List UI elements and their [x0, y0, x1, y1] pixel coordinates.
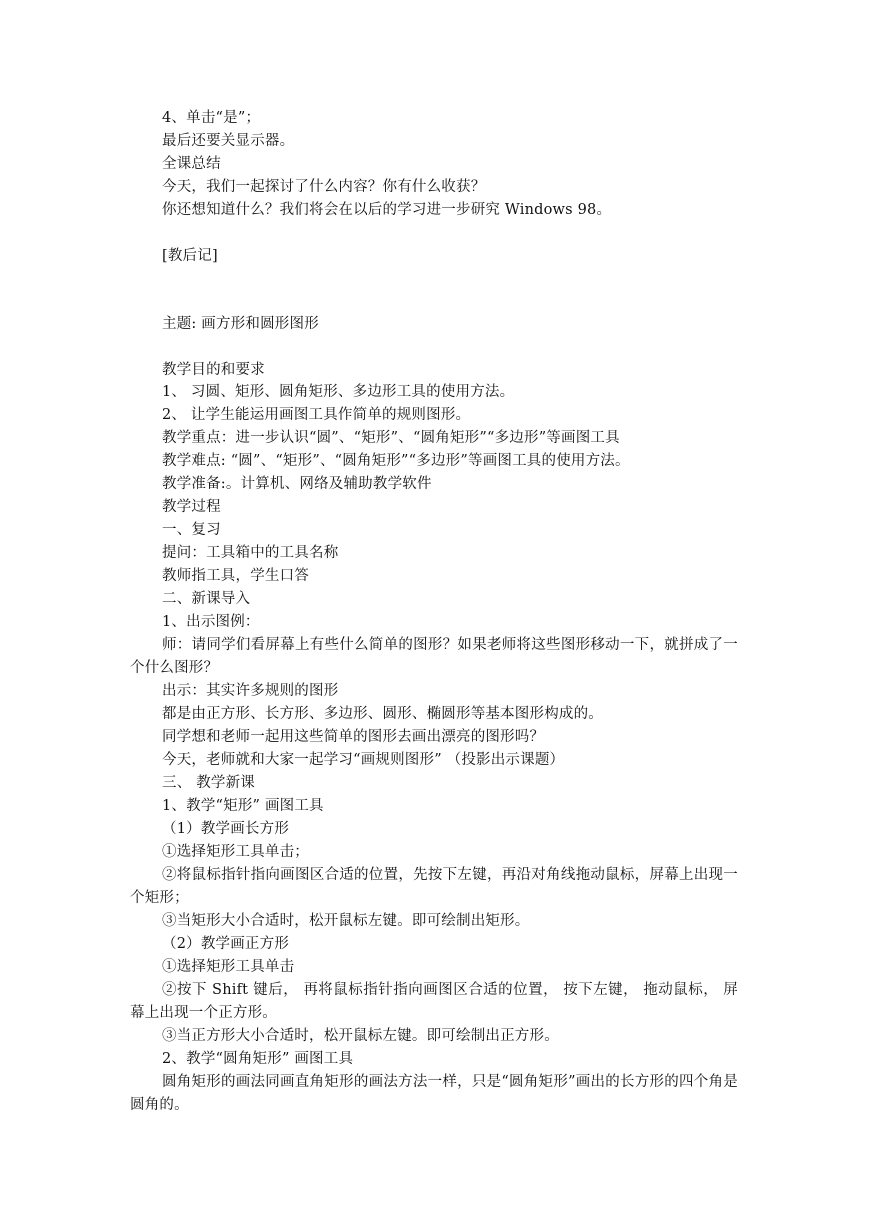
heading: 二、新课导入: [162, 591, 251, 607]
heading: 1、教学“矩形” 画图工具: [162, 798, 324, 814]
paragraph: 你还想知道什么？我们将会在以后的学习进一步研究 Windows 98。: [162, 202, 612, 218]
heading: 教学目的和要求: [162, 362, 265, 378]
subheading: （1）教学画长方形: [162, 821, 290, 837]
paragraph: 最后还要关显示器。: [162, 133, 295, 149]
paragraph: 圆角矩形的画法同画直角矩形的画法方法一样，只是“圆角矩形”画出的长方形的四个角是圆角的。: [130, 1074, 738, 1113]
paragraph: 同学想和老师一起用这些简单的图形去画出漂亮的图形吗？: [162, 729, 545, 745]
paragraph: 今天，老师就和大家一起学习“画规则图形” （投影出示课题）: [162, 752, 565, 768]
step-item: ②将鼠标指针指向画图区合适的位置，先按下左键，再沿对角线拖动鼠标，屏幕上出现一个矩形；: [130, 867, 738, 906]
list-item: 2、 让学生能运用画图工具作简单的规则图形。: [162, 407, 471, 423]
paragraph: 出示：其实许多规则的图形: [162, 683, 339, 699]
list-item: 1、 习圆、矩形、圆角矩形、多边形工具的使用方法。: [162, 384, 515, 400]
heading: 教学过程: [162, 499, 221, 515]
heading: 2、教学“圆角矩形” 画图工具: [162, 1051, 354, 1067]
heading: 一、复习: [162, 522, 221, 538]
paragraph: 师：请同学们看屏幕上有些什么简单的图形？如果老师将这些图形移动一下，就拼成了一个什么图形？: [130, 637, 738, 676]
heading: 三、 教学新课: [162, 775, 256, 791]
paragraph: 4、单击“是”；: [162, 110, 261, 126]
paragraph: 今天，我们一起探讨了什么内容？你有什么收获？: [162, 179, 486, 195]
paragraph: 教学重点：进一步认识“圆”、“矩形”、“圆角矩形”“多边形”等画图工具: [162, 430, 620, 446]
paragraph: 提问：工具箱中的工具名称: [162, 545, 339, 561]
paragraph: 教学准备:。计算机、网络及辅助教学软件: [162, 476, 432, 492]
paragraph: 1、出示图例：: [162, 614, 260, 630]
step-item: ①选择矩形工具单击；: [162, 844, 309, 860]
section-note: [教后记]: [162, 248, 218, 264]
step-item: ③当矩形大小合适时，松开鼠标左键。即可绘制出矩形。: [162, 913, 530, 929]
paragraph: 教师指工具，学生口答: [162, 568, 309, 584]
step-item: ①选择矩形工具单击: [162, 959, 295, 975]
subheading: （2）教学画正方形: [162, 936, 290, 952]
step-item: ③当正方形大小合适时，松开鼠标左键。即可绘制出正方形。: [162, 1028, 559, 1044]
lesson-topic: 主题: 画方形和圆形图形: [162, 316, 319, 332]
step-item: ②按下 Shift 键后， 再将鼠标指针指向画图区合适的位置， 按下左键， 拖动鼠标， 屏幕上出现一个正方形。: [130, 982, 738, 1021]
paragraph: 教学难点: “圆”、“矩形”、“圆角矩形”“多边形”等画图工具的使用方法。: [162, 453, 630, 469]
paragraph: 都是由正方形、长方形、多边形、圆形、椭圆形等基本图形构成的。: [162, 706, 603, 722]
paragraph: 全课总结: [162, 156, 221, 172]
